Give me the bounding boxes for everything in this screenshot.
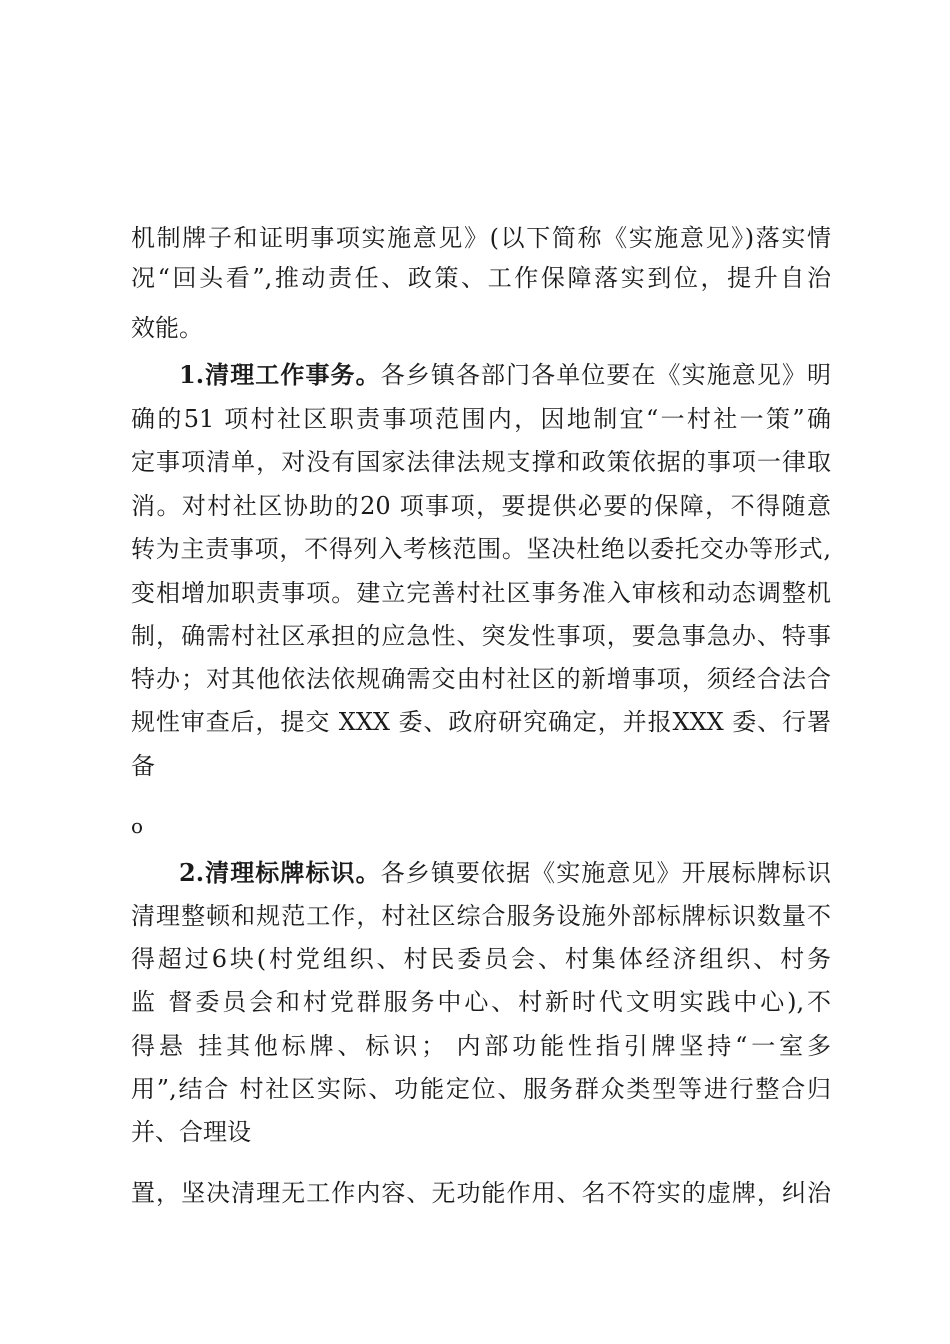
intro-line-1: 机制牌子和证明事项实施意见》(以下简称《实施意见》)落实情 — [131, 224, 831, 252]
intro-line-2: 况“回头看”,推动责任、政策、工作保障落实到位，提升自治 — [131, 264, 831, 292]
intro-line-3: 效能。 — [131, 314, 203, 342]
section1-line: 特办；对其他依法依规确需交由村社区的新增事项，须经合法合 — [131, 665, 831, 693]
section2-line: 得超过6块(村党组织、村民委员会、村集体经济组织、村务 — [131, 945, 831, 973]
section1-line: 制，确需村社区承担的应急性、突发性事项，要急事急办、特事 — [131, 622, 831, 650]
section1-line: 确的51 项村社区职责事项范围内，因地制宜“一村社一策”确 — [131, 405, 831, 433]
section1-line: 消。对村社区协助的20 项事项，要提供必要的保障，不得随意 — [131, 492, 831, 520]
section2-line: 用”,结合 村社区实际、功能定位、服务群众类型等进行整合归 — [131, 1075, 831, 1103]
section2-continuation: 置，坚决清理无工作内容、无功能作用、名不符实的虚牌，纠治 — [131, 1179, 831, 1207]
section1-first-line-text: 各乡镇各部门各单位要在《实施意见》明 — [380, 361, 832, 389]
section2-first-line-text: 各乡镇要依据《实施意见》开展标牌标识 — [380, 859, 832, 887]
section1-heading: 1.清理工作事务。 — [179, 360, 381, 389]
section1-line: 备 — [131, 752, 155, 780]
section2-line: 监 督委员会和村党群服务中心、村新时代文明实践中心),不 — [131, 988, 831, 1016]
stray-mark: o — [131, 814, 144, 838]
section1-line: 转为主责事项，不得列入考核范围。坚决杜绝以委托交办等形式, — [131, 535, 831, 563]
section2-line: 清理整顿和规范工作，村社区综合服务设施外部标牌标识数量不 — [131, 902, 831, 930]
section1-first-line — [179, 360, 831, 390]
section2-line: 得悬 挂其他标牌、标识； 内部功能性指引牌坚持“一室多 — [131, 1032, 831, 1060]
section1-line: 变相增加职责事项。建立完善村社区事务准入审核和动态调整机 — [131, 579, 831, 607]
section2-line: 并、合理设 — [131, 1118, 251, 1146]
section1-line: 定事项清单，对没有国家法律法规支撑和政策依据的事项一律取 — [131, 448, 831, 476]
section2-first-line — [179, 858, 831, 888]
section2-heading: 2.清理标牌标识。 — [179, 858, 381, 887]
section1-line: 规性审查后，提交 XXX 委、政府研究确定，并报XXX 委、行署 — [131, 708, 831, 736]
